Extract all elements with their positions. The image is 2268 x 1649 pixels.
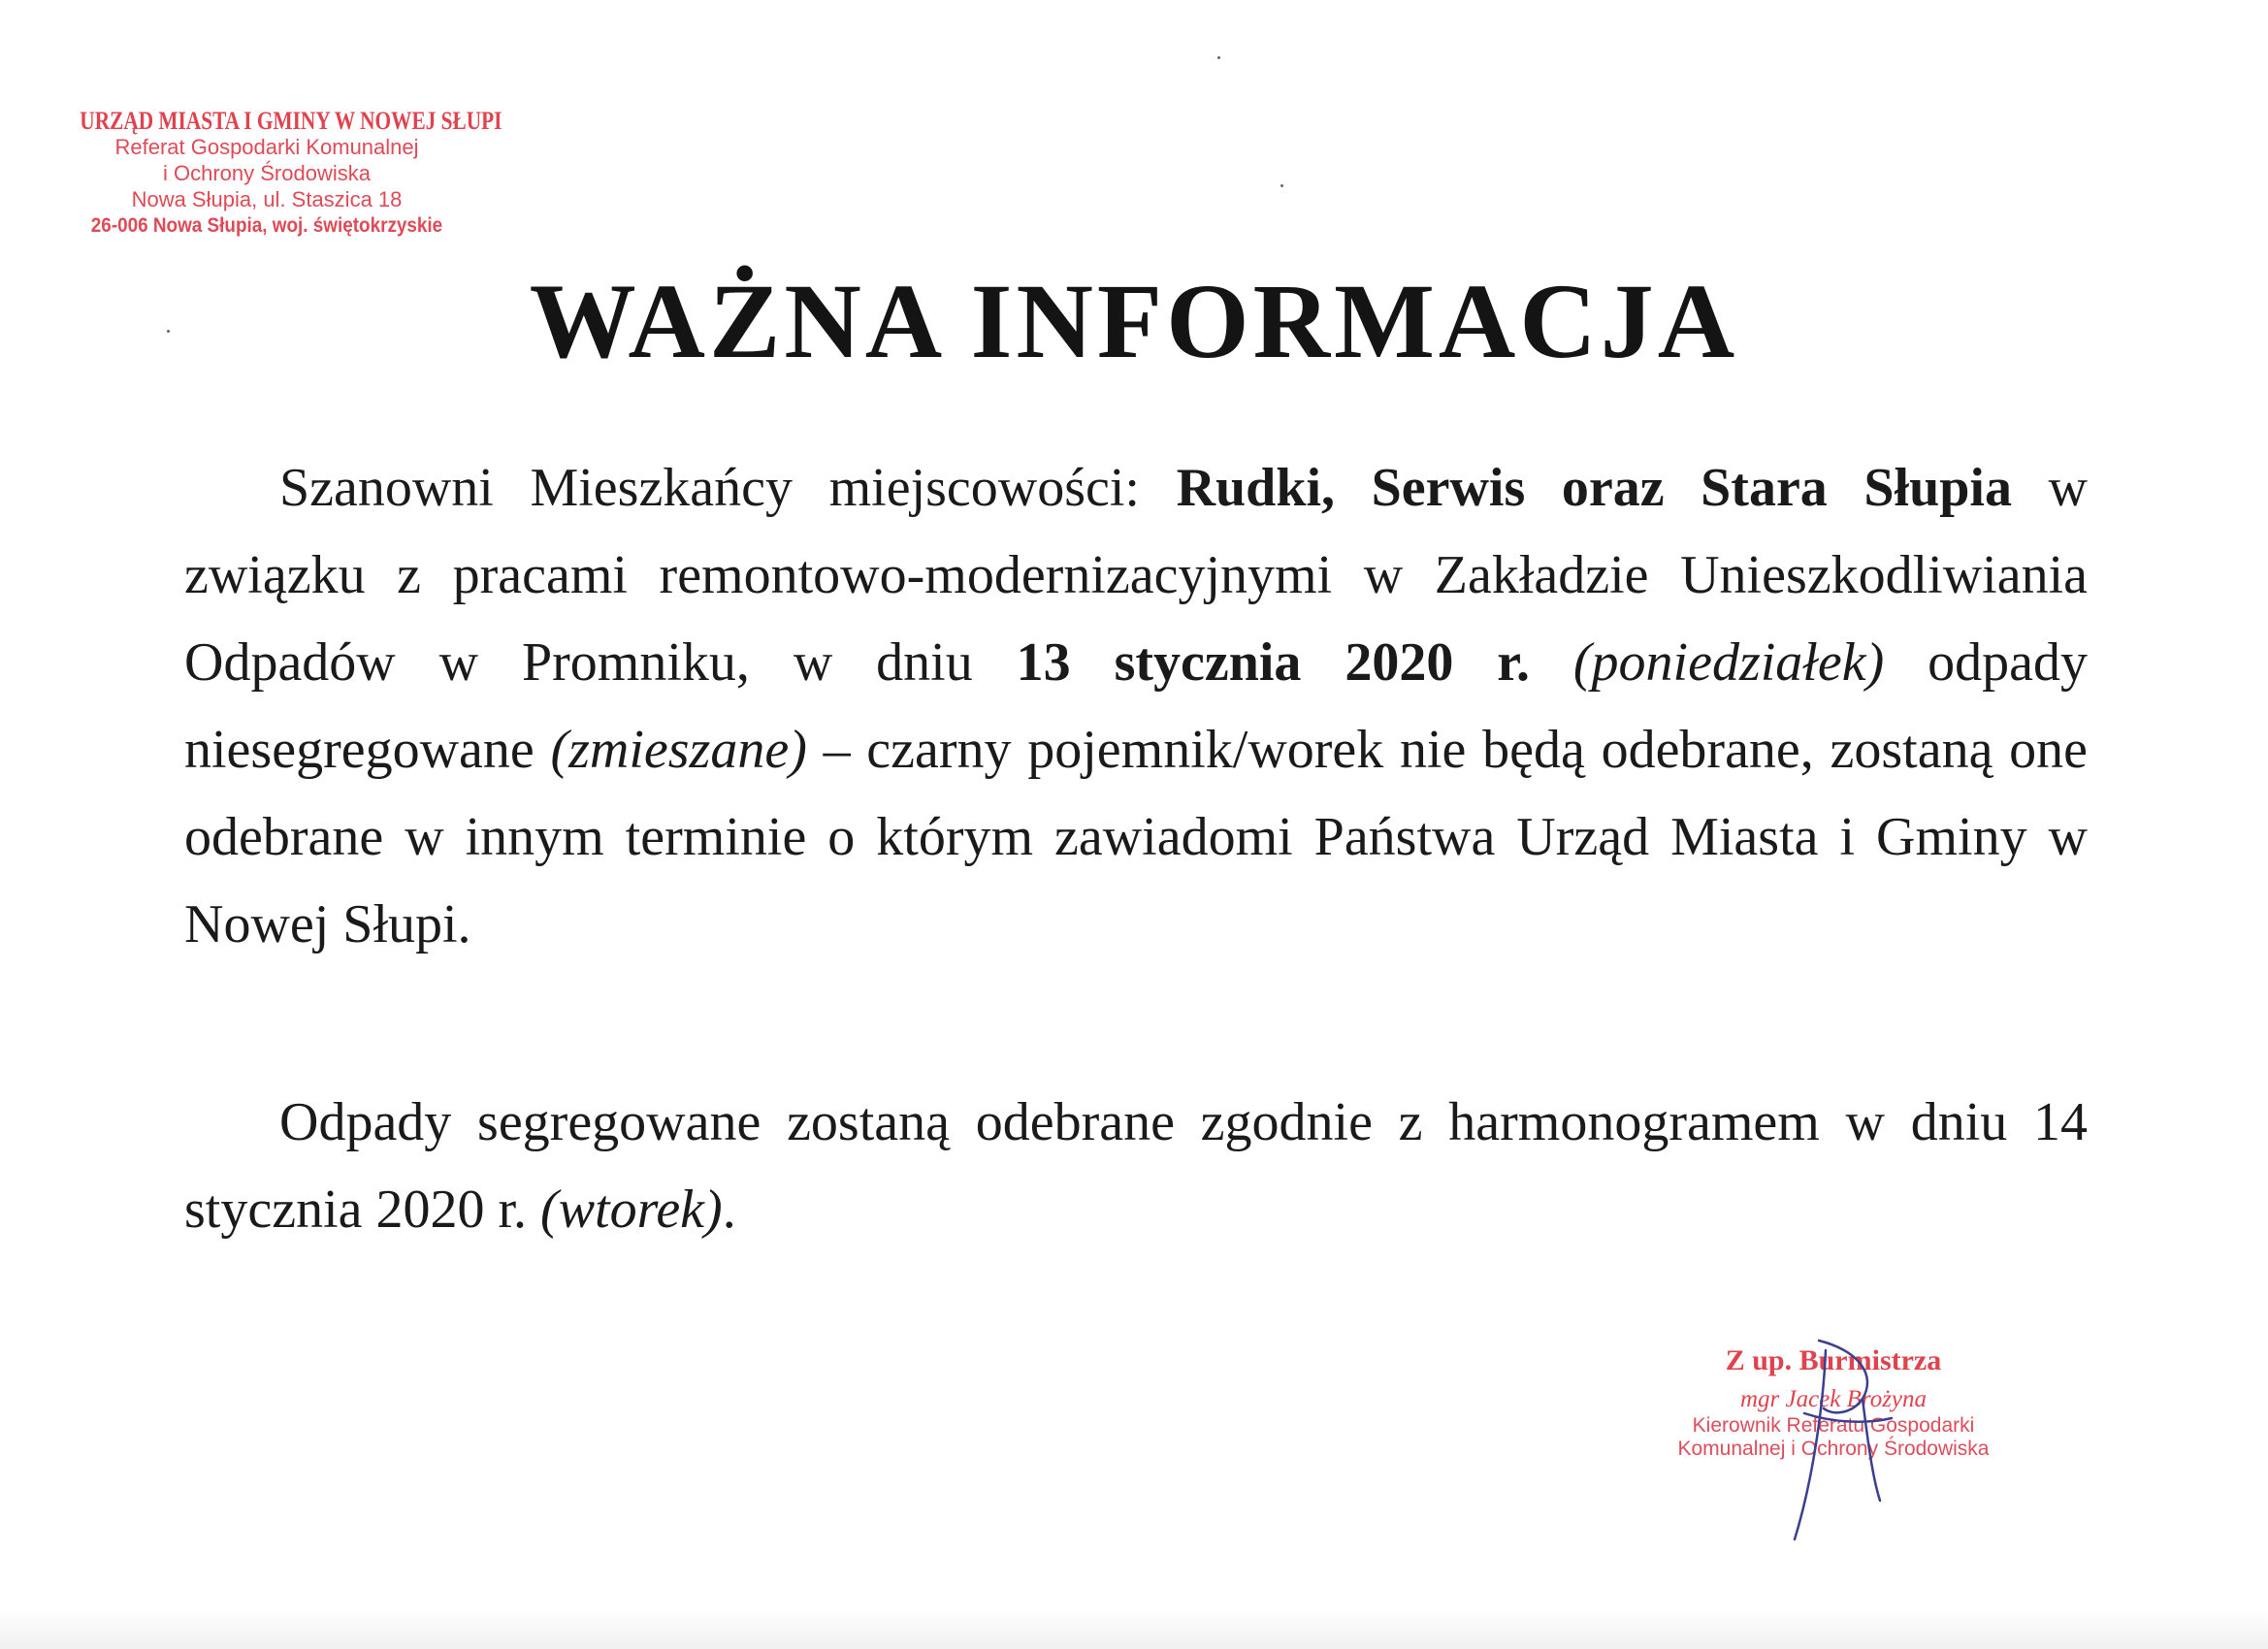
- date-text: 13 stycznia 2020 r.: [1016, 632, 1530, 693]
- notice-detail-text: – czarny pojemnik/worek nie będą odebrane, zostaną one odebrane w innym terminie o którym zawiadomi Państwa Urząd Miasta i Gminy w Nowej Słupi.: [184, 720, 2088, 954]
- sentence-end: .: [722, 1180, 736, 1240]
- stamp-office-name: URZĄD MIASTA I GMINY W NOWEJ SŁUPI: [80, 107, 502, 135]
- handwritten-signature: [1766, 1331, 1911, 1544]
- paragraph-indent: [184, 458, 279, 518]
- signature-authority: Z up. Burmistrza: [1725, 1344, 1942, 1376]
- office-stamp: [39, 107, 502, 241]
- places-text: Rudki, Serwis oraz Stara Słupia: [1176, 458, 2012, 518]
- mixed-waste-text: (zmieszane): [550, 720, 807, 780]
- weekday-text-2: (wtorek): [540, 1180, 723, 1240]
- waste-type-text: odpady niesegregowane: [184, 632, 2089, 780]
- stamp-address: Nowa Słupia, ul. Staszica 18: [131, 187, 403, 211]
- notice-paragraph-1: [184, 444, 2088, 968]
- reason-text: w związku z pracami remontowo-modernizacyjnymi w Zakładzie Unieszkodliwiania Odpadów w Promniku, w dniu: [184, 458, 2088, 693]
- scan-shadow: [0, 1610, 2268, 1649]
- signatory-role: Kierownik Referatu Gospodarki: [1692, 1414, 1975, 1437]
- page-title: WAŻNA INFORMACJA: [529, 262, 1739, 380]
- paragraph-indent: [184, 1092, 279, 1152]
- scan-speck: [1280, 184, 1283, 187]
- scan-speck: [1217, 56, 1220, 59]
- notice-paragraph-2: [184, 1079, 2088, 1253]
- weekday-text: (poniedziałek): [1572, 632, 1885, 693]
- segregated-waste-text: Odpady segregowane zostaną odebrane zgodnie z harmonogramem w dniu 14 stycznia 2020 r.: [184, 1092, 2088, 1240]
- stamp-postal-address: 26-006 Nowa Słupia, woj. świętokrzyskie: [90, 214, 443, 237]
- signatory-role-2: Komunalnej i Ochrony Środowiska: [1677, 1438, 1990, 1460]
- greeting-text: Szanowni Mieszkańcy miejscowości:: [279, 458, 1177, 518]
- signatory-name: mgr Jacek Brożyna: [1739, 1386, 1928, 1412]
- stamp-department-2: i Ochrony Środowiska: [163, 161, 371, 185]
- stamp-department: Referat Gospodarki Komunalnej: [114, 135, 419, 159]
